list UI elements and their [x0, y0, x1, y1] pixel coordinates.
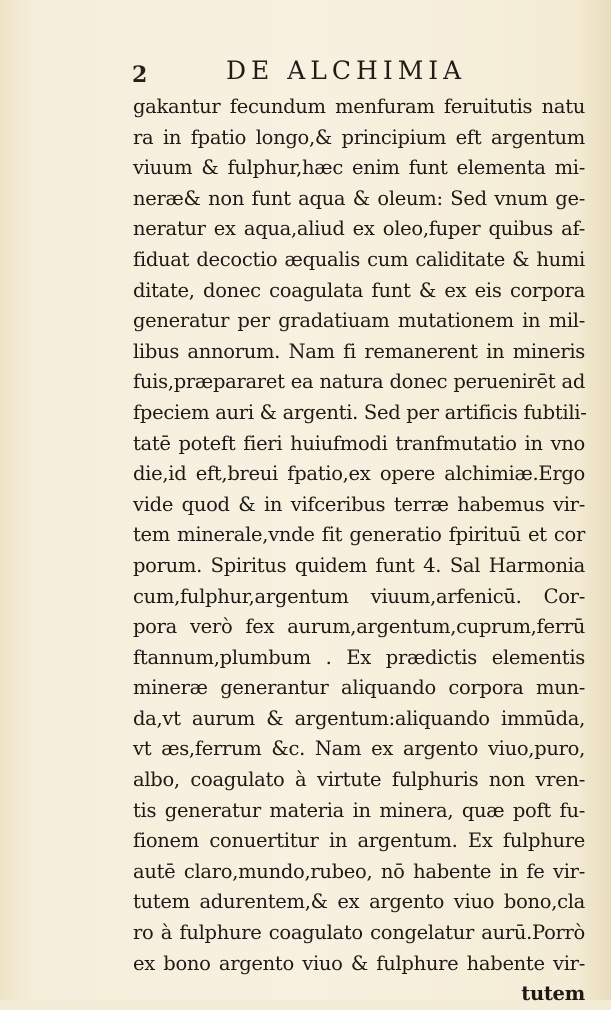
text-line: fiduat decoctio æqualis cum caliditate & humi — [133, 247, 585, 271]
text-line: generatur per gradatiuam mutationem in mil- — [133, 309, 585, 333]
text-line: ditate, donec coagulata funt & ex eis corpora — [133, 278, 585, 302]
text-line: tutem adurentem,& ex argento viuo bono,cla — [133, 890, 585, 914]
page-number: 2 — [132, 62, 148, 88]
text-line: ra in fpatio longo,& principium eft argentum — [133, 125, 585, 149]
page-header — [132, 54, 482, 94]
text-line: neræ& non funt aqua & oleum: Sed vnum ge- — [133, 186, 585, 210]
text-line: fpeciem auri & argenti. Sed per artificis fubtili- — [133, 400, 587, 424]
text-line: die,id eft,breui fpatio,ex opere alchimiæ.Ergo — [133, 462, 585, 486]
text-line: ftannum,plumbum . Ex prædictis elementis — [133, 645, 585, 669]
body-text — [133, 92, 585, 1010]
text-line: ex bono argento viuo & fulphure habente vir- — [133, 951, 585, 975]
text-line: gakantur fecundum menfuram feruitutis natu — [133, 95, 585, 118]
text-line: libus annorum. Nam fi remanerent in mineris — [133, 339, 585, 363]
text-line: mineræ generantur aliquando corpora mun- — [133, 676, 585, 700]
catchword: tutem — [521, 982, 585, 1006]
text-line: viuum & fulphur,hæc enim funt elementa mi- — [133, 156, 585, 180]
text-line: albo, coagulato à virtute fulphuris non vren- — [133, 768, 585, 792]
text-line: ro à fulphure coagulato congelatur aurū.Porrò — [133, 921, 585, 945]
text-line: autē claro,mundo,rubeo, nō habente in fe vir- — [133, 859, 585, 883]
text-line: da,vt aurum & argentum:aliquando immūda, — [133, 706, 585, 730]
text-line: vt æs,ferrum &c. Nam ex argento viuo,puro, — [133, 737, 585, 761]
running-title: DE ALCHIMIA — [226, 56, 467, 85]
text-line: porum. Spiritus quidem funt 4. Sal Harmonia — [133, 553, 585, 577]
text-line: fuis,præpararet ea natura donec peruenirēt ad — [133, 370, 585, 394]
text-line: neratur ex aqua,aliud ex oleo,fuper quibus af- — [133, 217, 585, 241]
text-line: vide quod & in vifceribus terræ habemus vir- — [133, 492, 585, 516]
text-line: pora verò fex aurum,argentum,cuprum,ferrū — [133, 615, 585, 639]
text-line: tis generatur materia in minera, quæ poft fu- — [133, 798, 585, 822]
text-line: tem minerale,vnde fit generatio fpirituū et cor — [133, 523, 585, 547]
text-line: cum,fulphur,argentum viuum,arfenicū. Cor- — [133, 584, 585, 608]
text-line: tatē poteft fieri huiufmodi tranfmutatio in vno — [133, 431, 585, 455]
text-line: fionem conuertitur in argentum. Ex fulphure — [133, 829, 585, 853]
